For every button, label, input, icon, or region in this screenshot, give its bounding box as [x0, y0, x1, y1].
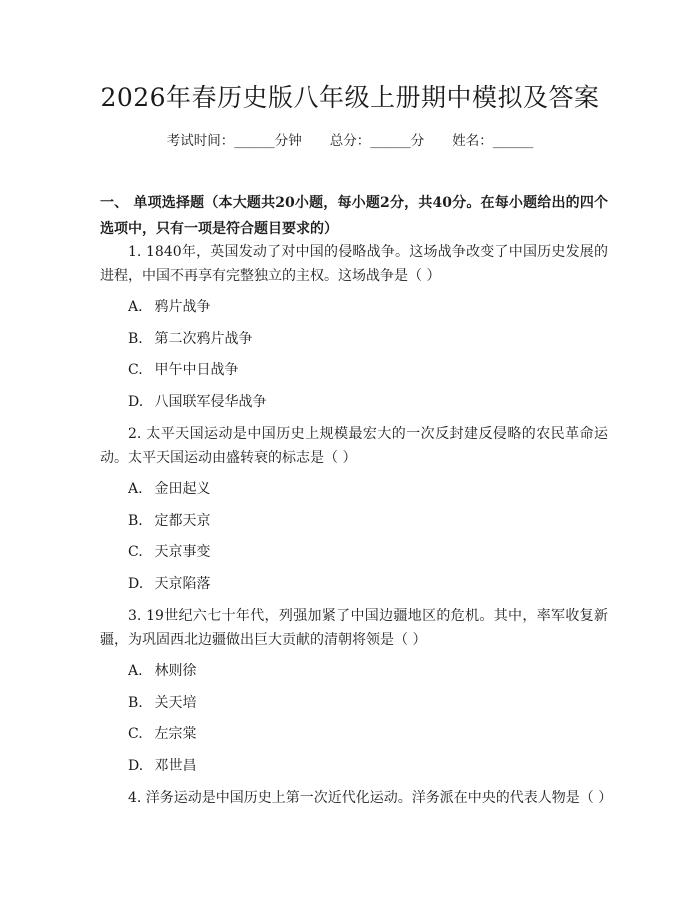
answer-option — [100, 755, 608, 777]
option-label: B. — [128, 330, 143, 347]
option-text: 第二次鸦片战争 — [154, 330, 253, 347]
option-text: 甲午中日战争 — [154, 362, 239, 378]
option-text: 鸦片战争 — [154, 299, 211, 315]
answer-option — [100, 510, 608, 532]
option-text: 八国联军侵华战争 — [154, 393, 267, 410]
total-score-field: 总分：______分 — [329, 133, 425, 149]
answer-option — [100, 328, 608, 350]
option-label: B. — [128, 694, 143, 711]
answer-option — [100, 541, 608, 563]
option-label: A. — [128, 663, 143, 679]
answer-option — [100, 723, 608, 745]
option-text: 定都天京 — [154, 512, 211, 529]
answer-option — [100, 296, 608, 318]
answer-option — [100, 359, 608, 381]
option-text: 左宗棠 — [154, 726, 197, 742]
option-label: A. — [128, 481, 143, 497]
question-stem: 4. 洋务运动是中国历史上第一次近代化运动。洋务派在中央的代表人物是（ ） — [128, 790, 613, 806]
answer-option — [100, 478, 608, 500]
option-label: B. — [128, 512, 143, 529]
page-title: 2026年春历史版八年级上册期中模拟及答案 — [100, 83, 600, 112]
section-heading: 一、 单项选择题（本大题共20小题，每小题2分，共40分。在每小题给出的四个选项中，只有一项是符合题目要求的） — [100, 195, 608, 237]
option-label: C. — [128, 544, 143, 560]
exam-time-field: 考试时间：______分钟 — [166, 133, 302, 149]
answer-option — [100, 660, 608, 682]
option-label: D. — [128, 393, 144, 410]
exam-meta — [0, 131, 700, 151]
option-text: 邓世昌 — [154, 757, 197, 774]
answer-option — [100, 391, 608, 413]
answer-option — [100, 692, 608, 714]
option-text: 林则徐 — [154, 663, 197, 679]
option-text: 天京陷落 — [154, 575, 211, 592]
option-label: C. — [128, 726, 143, 742]
student-name-field: 姓名：______ — [452, 133, 534, 149]
option-label: C. — [128, 362, 143, 378]
question-stem: 2. 太平天国运动是中国历史上规模最宏大的一次反封建反侵略的农民革命运动。太平天国运动由盛转衰的标志是（ ） — [100, 426, 608, 466]
option-text: 关天培 — [154, 694, 197, 711]
question-stem: 1. 1840年，英国发动了对中国的侵略战争。这场战争改变了中国历史发展的进程，中国不再享有完整独立的主权。这场战争是（ ） — [100, 244, 608, 284]
option-text: 金田起义 — [154, 481, 211, 497]
question-list — [100, 240, 613, 818]
answer-option — [100, 573, 608, 595]
option-label: D. — [128, 575, 144, 592]
option-text: 天京事变 — [154, 544, 211, 560]
question-stem: 3. 19世纪六七十年代，列强加紧了中国边疆地区的危机。其中，率军收复新疆，为巩固西北边疆做出巨大贡献的清朝将领是（ ） — [100, 608, 608, 648]
option-label: D. — [128, 757, 144, 774]
option-label: A. — [128, 299, 143, 315]
